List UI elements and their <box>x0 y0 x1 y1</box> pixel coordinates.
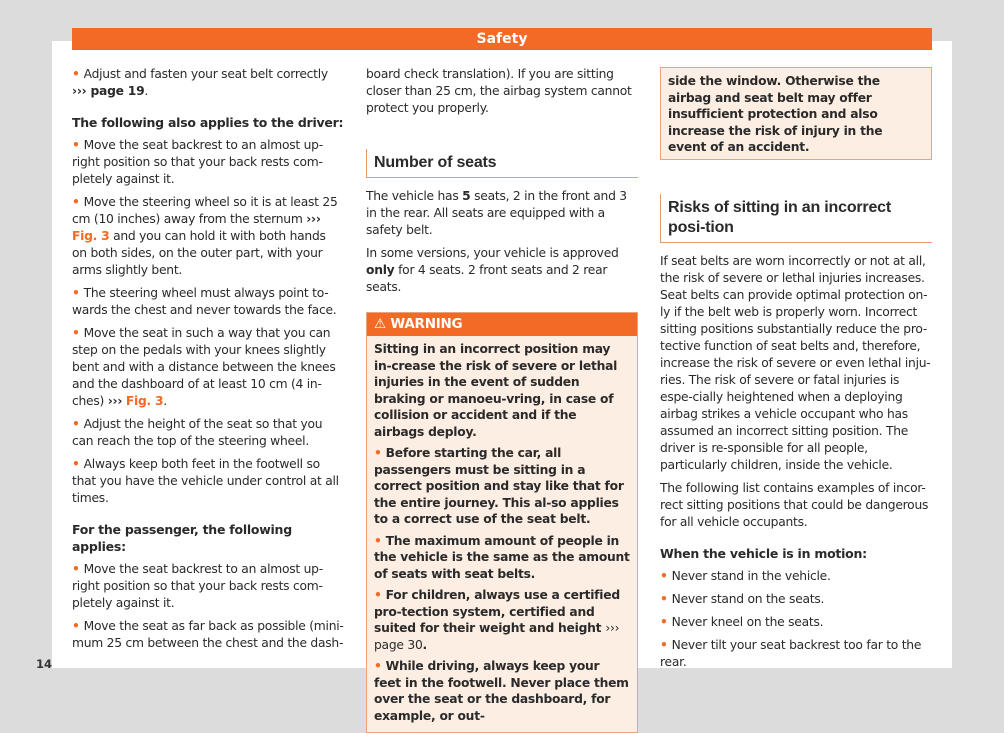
list-item: • The steering wheel must always point to-wards the chest and never towards the face. <box>72 286 337 317</box>
bullet-icon: • <box>72 417 80 431</box>
warning-item: • For children, always use a certified pro-tection system, certified and suited for their weight and height ››› page 30. <box>374 588 620 652</box>
risks-paragraph: If seat belts are worn incorrectly or not at all, the risk of severe or lethal injuries increases. Seat belts can provide optimal protection on-ly if the belt web is properly worn. Incorrect sitting positions substantially reduce the pro-tective function of seat belts and, therefore, increase the risk of severe or even lethal inju-ries. The risk of severe or fatal injuries is espe-cially heightened when a deploying airbag strikes a vehicle occupant who has assumed an incorrect sitting position. The driver is re-sponsible for all people, particularly children, inside the vehicle. <box>660 253 931 472</box>
bullet-icon: • <box>72 138 80 152</box>
warning-box-continuation <box>660 67 932 160</box>
bullet-icon: • <box>72 67 80 81</box>
driver-heading: The following also applies to the driver: <box>72 115 344 130</box>
bullet-icon: • <box>660 637 668 652</box>
column-left <box>72 66 344 658</box>
bullet-icon: • <box>660 591 668 606</box>
bullet-icon: • <box>660 614 668 629</box>
bullet-icon: • <box>374 533 382 548</box>
page-number: 14 <box>36 657 53 671</box>
section-heading-number-of-seats: Number of seats <box>366 149 638 178</box>
arrow-ref-icon: ››› <box>107 394 123 408</box>
column-right <box>660 66 932 677</box>
warning-item: • The maximum amount of people in the vehicle is the same as the amount of seats with seat belts. <box>374 533 630 581</box>
list-item: • Never stand in the vehicle. <box>660 568 831 583</box>
seats-paragraph: The vehicle has 5 seats, 2 in the front and 3 in the rear. All seats are equipped with a safety belt. <box>366 189 627 237</box>
list-item: • Move the seat as far back as possible (mini-mum 25 cm between the chest and the dash- <box>72 619 344 650</box>
column-middle <box>366 66 638 733</box>
warning-intro: Sitting in an incorrect position may in-crease the risk of severe or lethal injuries in the event of sudden braking or manoeu-vring, in case of collision or accident and if the airbags deploy. <box>374 342 618 439</box>
passenger-heading: For the passenger, the following applies: <box>72 522 292 554</box>
bullet-icon: • <box>72 562 80 576</box>
list-item: • Never tilt your seat backrest too far to the rear. <box>660 637 922 669</box>
section-heading-risks: Risks of sitting in an incorrect posi-tion <box>660 194 932 243</box>
section-title: Safety <box>476 31 528 47</box>
bullet-icon: • <box>374 588 382 602</box>
warning-continuation-text: side the window. Otherwise the airbag and seat belt may offer insufficient protection and also increase the risk of injury in the event of an accident. <box>668 74 883 154</box>
list-item: • Never kneel on the seats. <box>660 614 824 629</box>
list-item: • Move the steering wheel so it is at least 25 cm (10 inches) away from the sternum ››› Fig. 3 and you can hold it with both hands on both sides, on the outer part, with your arms slightly bent. <box>72 195 338 277</box>
page-link[interactable]: ››› page 19 <box>72 84 145 98</box>
page-link[interactable]: ››› page 30 <box>374 621 620 652</box>
bullet-icon: • <box>72 619 80 633</box>
list-item: • Move the seat backrest to an almost up-right position so that your back rests com-pletely against it. <box>72 138 323 186</box>
seats-versions-paragraph: In some versions, your vehicle is approved only for 4 seats. 2 front seats and 2 rear seats. <box>366 246 619 294</box>
warning-title: WARNING <box>390 316 463 332</box>
warning-body <box>367 336 637 732</box>
examples-paragraph: The following list contains examples of incor-rect sitting positions that could be dangerous for all vehicle occupants. <box>660 480 929 529</box>
figure-link[interactable]: Fig. 3 <box>72 229 110 243</box>
list-item: • Move the seat in such a way that you can step on the pedals with your knees slightly bent and with a distance between the knees and the dashboard of at least 10 cm (4 in-ches) ››› Fig. 3. <box>72 326 336 408</box>
intro-bullet: • Adjust and fasten your seat belt correctly ››› page 19. <box>72 67 328 98</box>
continuation-paragraph: board check translation). If you are sitting closer than 25 cm, the airbag system cannot protect you properly. <box>366 67 632 115</box>
motion-heading: When the vehicle is in motion: <box>660 545 867 561</box>
list-item: • Always keep both feet in the footwell so that you have the vehicle under control at all times. <box>72 457 339 505</box>
warning-header <box>367 313 637 336</box>
list-item: • Never stand on the seats. <box>660 591 825 606</box>
bullet-icon: • <box>72 457 80 471</box>
list-item: • Adjust the height of the seat so that you can reach the top of the steering wheel. <box>72 417 323 448</box>
bullet-icon: • <box>374 659 382 673</box>
section-header <box>72 28 932 50</box>
bullet-icon: • <box>374 446 382 460</box>
warning-triangle-icon: ⚠ <box>374 316 386 332</box>
bullet-icon: • <box>72 195 80 209</box>
arrow-ref-icon: ››› <box>306 212 321 226</box>
warning-item: • While driving, always keep your feet in the footwell. Never place them over the seat or the dashboard, for example, or out- <box>374 659 629 723</box>
warning-box <box>366 312 638 733</box>
list-item: • Move the seat backrest to an almost up-right position so that your back rests com-pletely against it. <box>72 562 323 610</box>
bullet-icon: • <box>72 326 80 340</box>
figure-link[interactable]: Fig. 3 <box>125 394 164 408</box>
bullet-icon: • <box>72 286 80 300</box>
warning-body <box>661 68 931 159</box>
bullet-icon: • <box>660 568 668 583</box>
warning-item: • Before starting the car, all passengers must be sitting in a correct position and stay like that for the entire journey. This al-so applies to a correct use of the seat belt. <box>374 446 624 526</box>
